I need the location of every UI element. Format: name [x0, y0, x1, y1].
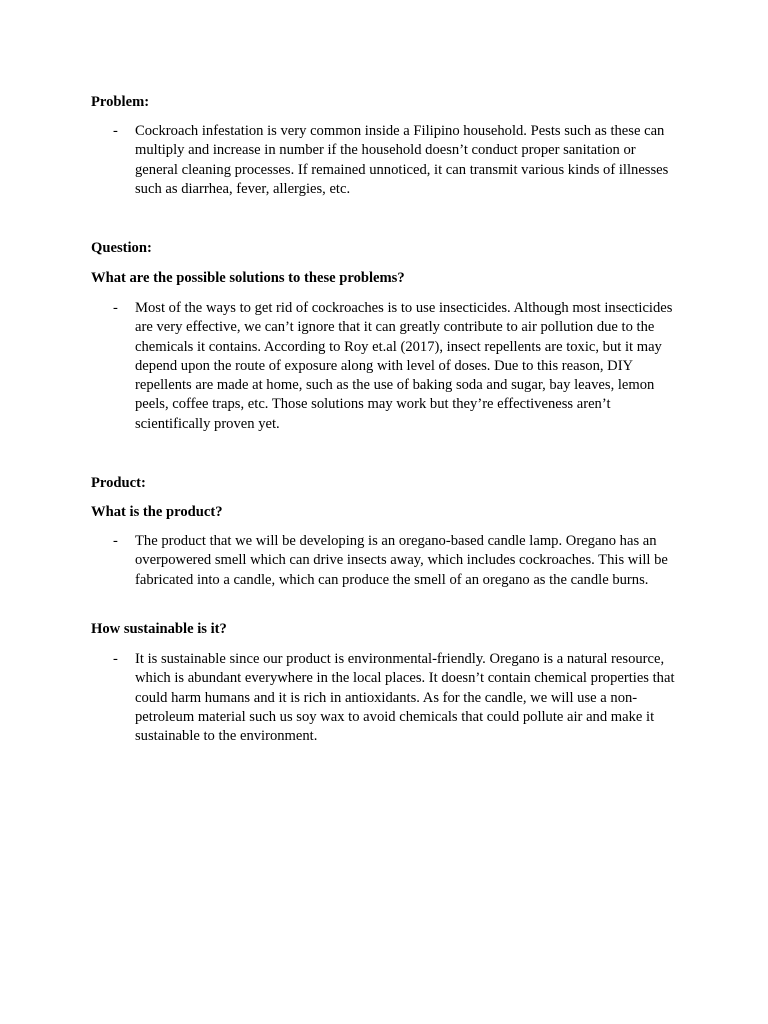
- sustainability-text: It is sustainable since our product is environmental-friendly. Oregano is a natural resource, which is abundant everywhere in the local places. It doesn’t contain chemical properties that could harm humans and it is rich in antioxidants. As for the candle, we will use a non-petroleum material such us soy wax to avoid chemicals that could pollute air and make it sustainable to the environment.: [135, 651, 675, 745]
- product-subheading: What is the product?: [91, 504, 223, 520]
- bullet-marker: -: [113, 533, 118, 549]
- bullet-marker: -: [113, 651, 118, 667]
- question-subheading-block: [91, 269, 691, 288]
- problem-heading: Problem:: [91, 94, 150, 110]
- question-heading-block: [91, 239, 691, 258]
- product-heading-block: [91, 474, 691, 493]
- question-text: Most of the ways to get rid of cockroaches is to use insecticides. Although most insecticides are very effective, we can’t ignore that it can greatly contribute to air pollution due to the chemicals it contains. According to Roy et.al (2017), insect repellents are toxic, but it may depend upon the route of exposure along with level of doses. Due to this reason, DIY repellents are made at home, such as the use of baking soda and sugar, bay leaves, lemon peels, coffee traps, etc. Those solutions may work but they’re effectiveness aren’t scientifically proven yet.: [135, 300, 673, 432]
- product-text: The product that we will be developing is an oregano-based candle lamp. Oregano has an overpowered smell which can drive insects away, which includes cockroaches. This will be fabricated into a candle, which can produce the smell of an oregano as the candle burns.: [135, 533, 668, 588]
- product-heading: Product:: [91, 475, 146, 491]
- problem-heading-block: [91, 93, 691, 112]
- question-subheading: What are the possible solutions to these problems?: [91, 270, 405, 286]
- bullet-marker: -: [113, 123, 118, 139]
- sustainability-subheading: How sustainable is it?: [91, 621, 227, 637]
- sustainability-subheading-block: [91, 620, 691, 639]
- bullet-marker: -: [113, 300, 118, 316]
- question-heading: Question:: [91, 240, 152, 256]
- problem-text: Cockroach infestation is very common inside a Filipino household. Pests such as these can multiply and increase in number if the household doesn’t conduct proper sanitation or general cleaning processes. If remained unnoticed, it can transmit various kinds of illnesses such as diarrhea, fever, allergies, etc.: [135, 123, 669, 197]
- product-subheading-block: [91, 503, 691, 522]
